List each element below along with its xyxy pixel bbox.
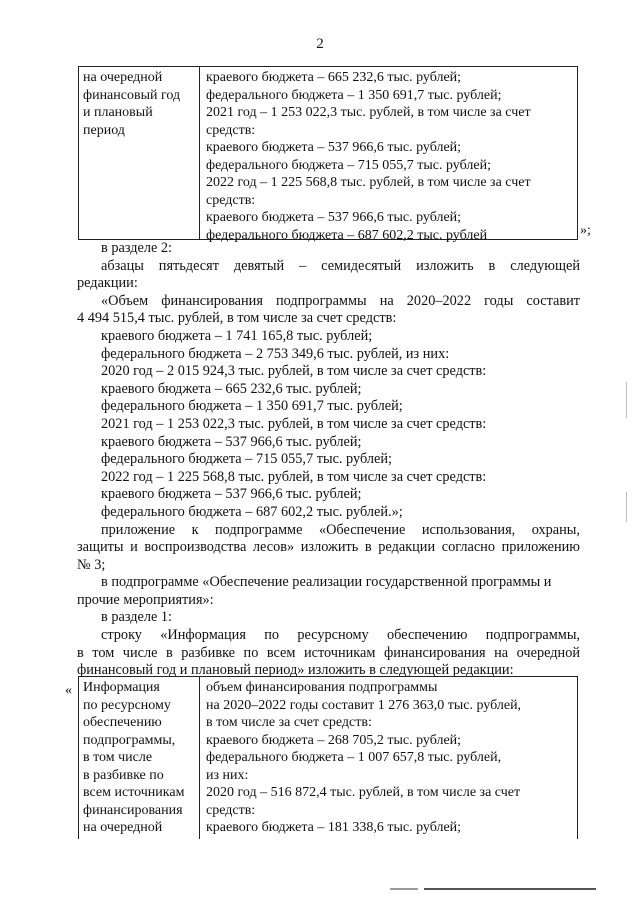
table-value-line: из них: bbox=[206, 767, 249, 783]
table-label-line: в том числе bbox=[83, 750, 153, 765]
body-line: краевого бюджета – 537 966,6 тыс. рублей; bbox=[101, 486, 362, 503]
body-line: федерального бюджета – 1 350 691,7 тыс. рублей; bbox=[101, 398, 403, 415]
table-value-cell bbox=[200, 677, 577, 839]
table-label-line: по ресурсному bbox=[83, 697, 171, 713]
closing-quote-mark: »; bbox=[580, 223, 591, 238]
body-line: № 3; bbox=[77, 556, 106, 573]
table-label-line: в разбивке по bbox=[83, 767, 164, 783]
table-label-line: на очередной bbox=[83, 70, 163, 85]
table-value-line: федерального бюджета – 1 350 691,7 тыс. рублей; bbox=[206, 87, 502, 103]
page-number: 2 bbox=[316, 36, 324, 52]
table-value-line: на 2020–2022 годы составит 1 276 363,0 тыс. рублей, bbox=[206, 697, 522, 713]
table-value-line: средств: bbox=[206, 802, 256, 818]
table-value-line: федерального бюджета – 715 055,7 тыс. рублей; bbox=[206, 157, 491, 173]
body-line: 2022 год – 1 225 568,8 тыс. рублей, в том числе за счет средств: bbox=[101, 468, 487, 485]
table-label-line: на очередной bbox=[83, 820, 163, 835]
body-line: краевого бюджета – 665 232,6 тыс. рублей; bbox=[101, 380, 362, 397]
table-value-line: средств: bbox=[206, 192, 256, 208]
body-line: федерального бюджета – 687 602,2 тыс. рублей.»; bbox=[101, 503, 403, 520]
body-line: в разделе 2: bbox=[101, 240, 173, 256]
funding-table-continued bbox=[78, 66, 578, 243]
margin-scan-mark bbox=[626, 382, 627, 418]
body-line: защиты и воспроизводства лесов» изложить в редакции согласно приложению bbox=[77, 539, 580, 556]
table-label-cell bbox=[79, 67, 200, 239]
body-line: в разделе 1: bbox=[101, 609, 173, 626]
footer-rule bbox=[424, 888, 596, 890]
table-label-line: финансовый год bbox=[83, 87, 181, 103]
body-line: приложение к подпрограмме «Обеспечение использования, охраны, bbox=[101, 521, 580, 538]
body-line: прочие мероприятия»: bbox=[77, 591, 214, 608]
table-value-line: федерального бюджета – 1 007 657,8 тыс. рублей, bbox=[206, 750, 502, 765]
table-value-line: 2021 год – 1 253 022,3 тыс. рублей, в том числе за счет bbox=[206, 105, 531, 120]
resource-info-table bbox=[78, 676, 578, 839]
body-line: строку «Информация по ресурсному обеспечению подпрограммы, bbox=[101, 627, 580, 644]
footer-rule-short bbox=[390, 888, 418, 890]
table-value-line: краевого бюджета – 537 966,6 тыс. рублей; bbox=[206, 210, 462, 225]
table-label-line: всем источникам bbox=[83, 785, 185, 800]
table-label-cell bbox=[79, 677, 200, 839]
body-line: «Объем финансирования подпрограммы на 2020–2022 годы составит bbox=[101, 292, 580, 309]
table-value-line: объем финансирования подпрограммы bbox=[206, 680, 438, 695]
body-line: в подпрограмме «Обеспечение реализации государственной программы и bbox=[101, 574, 552, 591]
body-line: краевого бюджета – 537 966,6 тыс. рублей; bbox=[101, 433, 362, 450]
table-value-line: средств: bbox=[206, 122, 256, 138]
table-value-cell bbox=[200, 67, 577, 243]
table-label-line: подпрограммы, bbox=[83, 732, 176, 748]
body-line: федерального бюджета – 715 055,7 тыс. рублей; bbox=[101, 451, 392, 468]
table-value-line: 2022 год – 1 225 568,8 тыс. рублей, в том числе за счет bbox=[206, 175, 531, 190]
table-value-line: в том числе за счет средств: bbox=[206, 715, 372, 730]
table-value-line: краевого бюджета – 268 705,2 тыс. рублей; bbox=[206, 732, 462, 748]
table-value-line: краевого бюджета – 537 966,6 тыс. рублей; bbox=[206, 140, 462, 155]
document-body bbox=[77, 240, 580, 680]
body-line: краевого бюджета – 1 741 165,8 тыс. рублей; bbox=[101, 327, 373, 344]
table-value-line: федерального бюджета – 687 602,2 тыс. рублей bbox=[206, 227, 488, 243]
body-line: 2021 год – 1 253 022,3 тыс. рублей, в том числе за счет средств: bbox=[101, 415, 487, 432]
table-value-line: краевого бюджета – 665 232,6 тыс. рублей; bbox=[206, 70, 462, 85]
body-line: 2020 год – 2 015 924,3 тыс. рублей, в том числе за счет средств: bbox=[101, 363, 487, 380]
table-label-line: финансирования bbox=[83, 802, 183, 818]
body-line: редакции: bbox=[77, 275, 138, 292]
table-value-line: краевого бюджета – 181 338,6 тыс. рублей; bbox=[206, 820, 462, 835]
table-label-line: период bbox=[83, 122, 125, 138]
body-line: абзацы пятьдесят девятый – семидесятый изложить в следующей bbox=[101, 257, 580, 274]
body-line: федерального бюджета – 2 753 349,6 тыс. рублей, из них: bbox=[101, 345, 450, 362]
opening-quote-mark: « bbox=[65, 683, 72, 698]
body-line: финансовый год и плановый период» изложить в следующей редакции: bbox=[77, 662, 514, 679]
table-label-line: и плановый bbox=[83, 105, 153, 120]
margin-scan-mark bbox=[626, 492, 627, 522]
table-label-line: Информация bbox=[83, 680, 160, 695]
table-label-line: обеспечению bbox=[83, 715, 162, 730]
body-line: 4 494 515,4 тыс. рублей, в том числе за счет средств: bbox=[77, 310, 397, 327]
body-line: в том числе в разбивке по всем источникам финансирования на очередной bbox=[77, 644, 580, 661]
table-value-line: 2020 год – 516 872,4 тыс. рублей, в том числе за счет bbox=[206, 785, 521, 800]
